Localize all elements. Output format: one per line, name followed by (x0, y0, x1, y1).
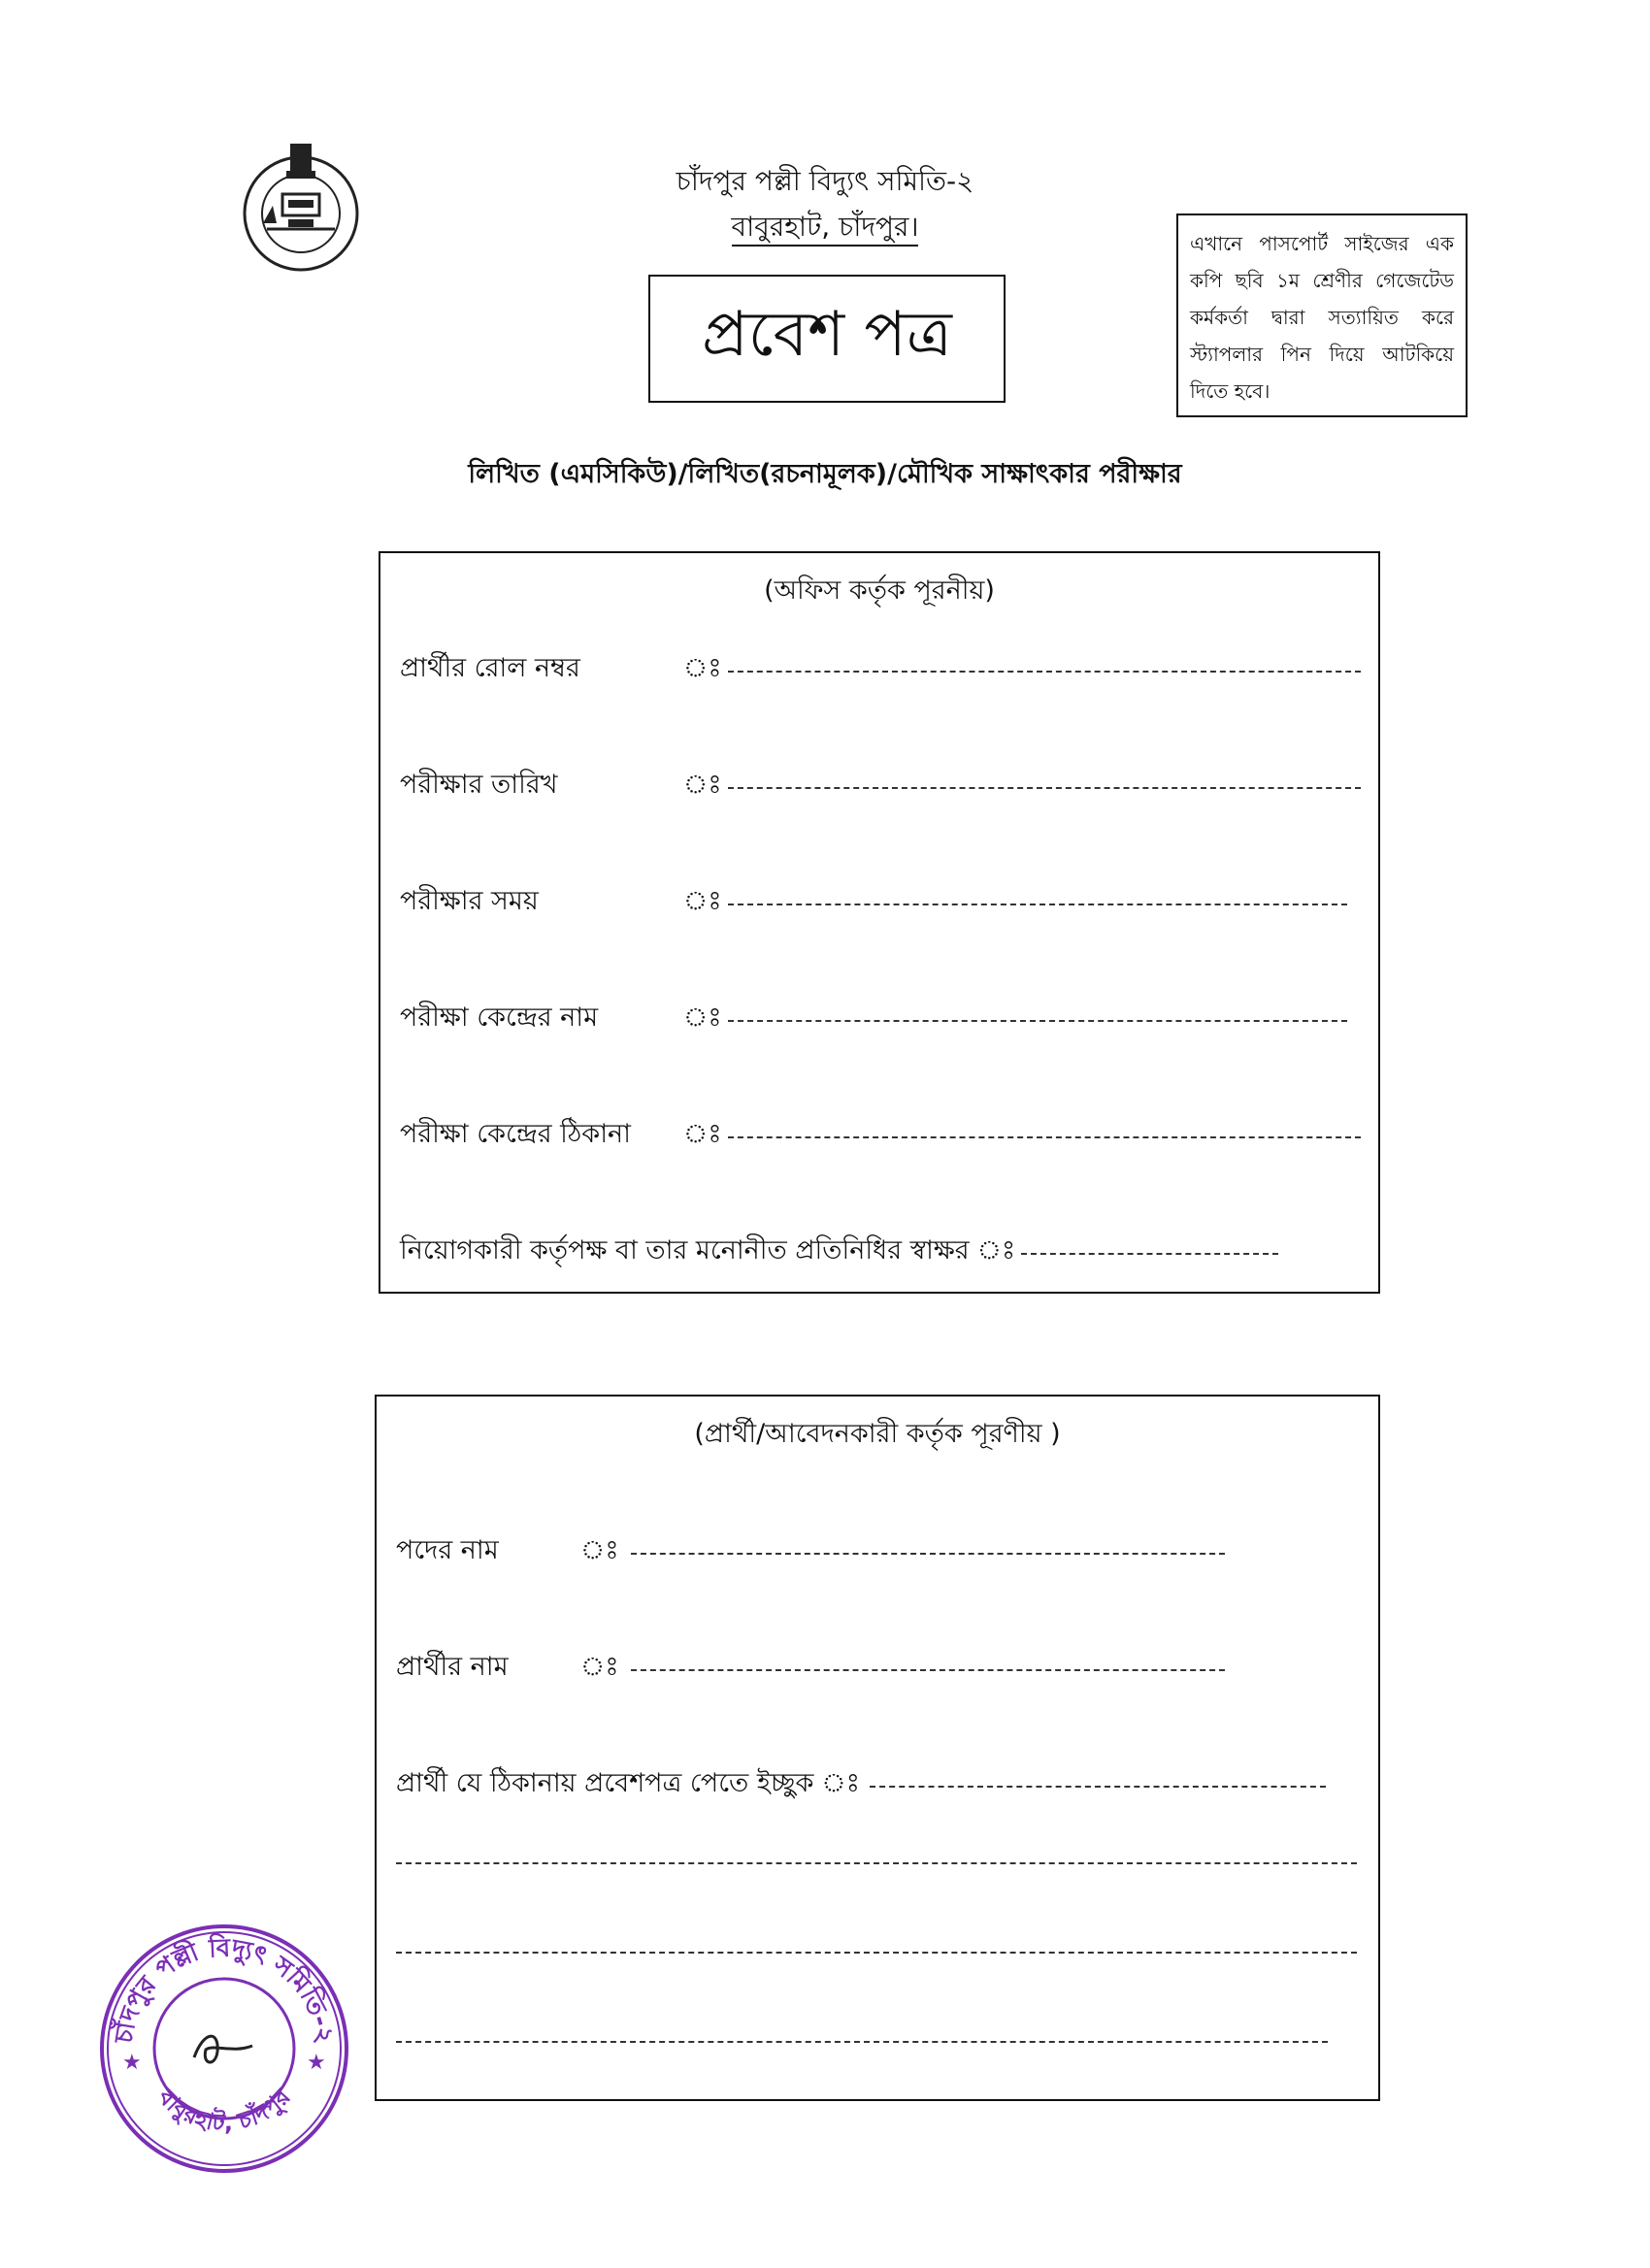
field-label: পরীক্ষার সময় (400, 886, 539, 916)
exam-date-field[interactable] (728, 773, 1361, 789)
exam-time-row (400, 881, 1347, 925)
field-label: পদের নাম (396, 1535, 499, 1565)
field-separator: ঃ (580, 1535, 619, 1565)
mailing-address-line-4[interactable] (396, 2041, 1328, 2043)
field-separator: ঃ (976, 1235, 1016, 1265)
field-separator: ঃ (683, 1119, 722, 1149)
seal-text-top: চাঁদপুর পল্লী বিদ্যুৎ সমিতি-২ (109, 1933, 340, 2046)
field-separator: ঃ (683, 653, 722, 683)
post-name-row (396, 1530, 1225, 1574)
seal-text-bottom: বাবুরহাট, চাঁদপুর (152, 2083, 296, 2137)
field-label: প্রার্থী যে ঠিকানায় প্রবেশপত্র পেতে ইচ্ছুক (396, 1768, 814, 1798)
field-label: নিয়োগকারী কর্তৃপক্ষ বা তার মনোনীত প্রতিনিধির স্বাক্ষর (400, 1235, 970, 1265)
field-label: পরীক্ষার তারিখ (400, 770, 558, 800)
field-separator: ঃ (821, 1768, 861, 1798)
exam-center-address-row (400, 1114, 1361, 1158)
organization-address-text: বাবুরহাট, চাঁদপুর। (732, 211, 919, 247)
mailing-address-field[interactable] (870, 1772, 1326, 1788)
organization-name: চাঁদপুর পল্লী বিদ্যুৎ সমিতি-২ (676, 165, 974, 197)
exam-center-name-field[interactable] (728, 1006, 1347, 1022)
applicant-name-field[interactable] (631, 1656, 1225, 1671)
seal-star-right-icon: ★ (307, 2051, 326, 2075)
exam-center-address-field[interactable] (728, 1123, 1361, 1138)
exam-type-heading: লিখিত (এমসিকিউ)/লিখিত(রচনামূলক)/মৌখিক সাক্ষাৎকার পরীক্ষার (468, 459, 1182, 489)
exam-center-name-row (400, 998, 1347, 1041)
photo-placeholder-box: এখানে পাসপোর্ট সাইজের এক কপি ছবি ১ম শ্রেণীর গেজেটেড কর্মকর্তা দ্বারা সত্যায়িত করে স্ট্যাপলার পিন দিয়ে আটকিয়ে দিতে হবে। (1176, 214, 1468, 417)
post-name-field[interactable] (631, 1539, 1225, 1555)
document-title: প্রবেশ পত্র (648, 275, 1006, 403)
field-separator: ঃ (580, 1652, 619, 1682)
field-label: পরীক্ষা কেন্দ্রের নাম (400, 1003, 599, 1033)
svg-text:বাবুরহাট, চাঁদপুর (151, 2083, 296, 2137)
authority-signature-field[interactable] (1021, 1239, 1278, 1255)
applicant-section-heading: (প্রার্থী/আবেদনকারী কর্তৃক পূরণীয় ) (694, 1419, 1061, 1449)
mailing-address-row (396, 1763, 1326, 1807)
mailing-address-line-3[interactable] (396, 1952, 1357, 1954)
field-label: প্রার্থীর নাম (396, 1652, 509, 1682)
seal-star-left-icon: ★ (122, 2051, 142, 2075)
roll-number-field[interactable] (728, 657, 1361, 673)
seal-stamp-icon (97, 1922, 351, 2176)
roll-number-row (400, 648, 1361, 692)
exam-time-field[interactable] (728, 890, 1347, 905)
field-label: প্রার্থীর রোল নম্বর (400, 653, 580, 683)
signature-icon (194, 2036, 252, 2062)
office-section-heading: (অফিস কর্তৃক পূরনীয়) (764, 575, 995, 606)
field-separator: ঃ (683, 1003, 722, 1033)
mailing-address-line-2[interactable] (396, 1862, 1357, 1864)
applicant-section (375, 1395, 1380, 2101)
field-label: পরীক্ষা কেন্দ্রের ঠিকানা (400, 1119, 631, 1149)
office-section (379, 551, 1380, 1294)
authority-signature-row (400, 1231, 1278, 1274)
applicant-name-row (396, 1647, 1225, 1691)
field-separator: ঃ (683, 770, 722, 800)
organization-seal (97, 1922, 351, 2176)
exam-date-row (400, 765, 1361, 808)
svg-text:চাঁদপুর পল্লী বিদ্যুৎ সমিতি-২ (107, 1932, 339, 2047)
field-separator: ঃ (683, 886, 722, 916)
